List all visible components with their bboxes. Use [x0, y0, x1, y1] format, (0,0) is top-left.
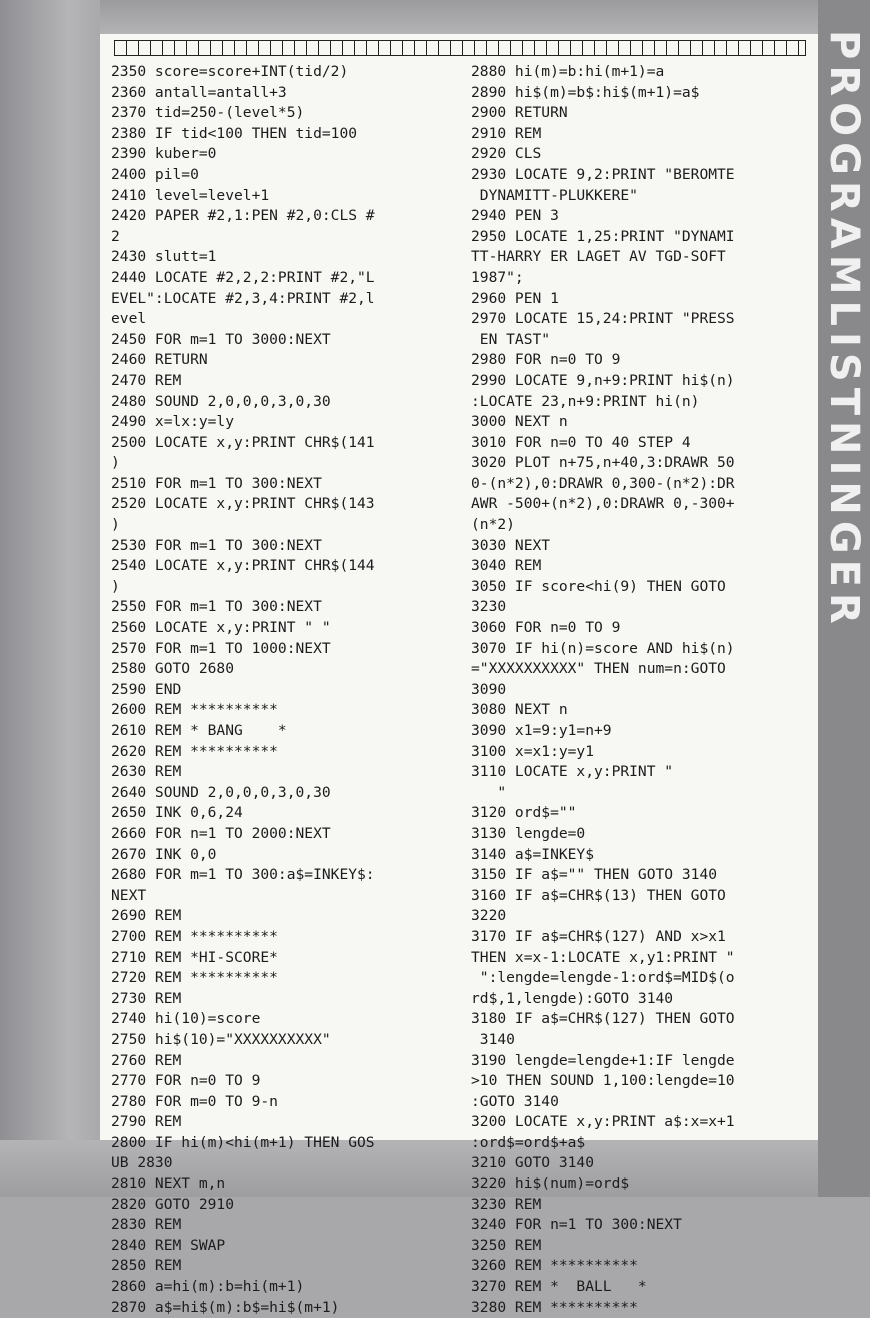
code-line: 3000 NEXT n [471, 413, 568, 431]
code-line: 2680 FOR m=1 TO 300:a$=INKEY$: [111, 866, 375, 884]
code-line: 2900 RETURN [471, 104, 568, 122]
code-line: 2660 FOR n=1 TO 2000:NEXT [111, 824, 331, 842]
code-line: 2760 REM [111, 1051, 182, 1069]
code-line: 3240 FOR n=1 TO 300:NEXT [471, 1216, 682, 1234]
code-line: 2470 REM [111, 371, 182, 389]
code-line: 2850 REM [111, 1257, 182, 1275]
code-line: 3110 LOCATE x,y:PRINT " [471, 763, 674, 781]
code-line: DYNAMITT-PLUKKERE" [471, 186, 638, 204]
code-line: 3190 lengde=lengde+1:IF lengde [471, 1051, 735, 1069]
code-line: 2560 LOCATE x,y:PRINT " " [111, 619, 331, 637]
code-line: 2400 pil=0 [111, 165, 199, 183]
code-line: 2490 x=lx:y=ly [111, 413, 235, 431]
code-line: 2510 FOR m=1 TO 300:NEXT [111, 474, 322, 492]
code-line: 2630 REM [111, 763, 182, 781]
code-line: 2780 FOR m=0 TO 9-n [111, 1092, 278, 1110]
code-line: 2610 REM * BANG * [111, 722, 287, 739]
code-line: 2920 CLS [471, 145, 542, 163]
code-line: 2930 LOCATE 9,2:PRINT "BEROMTE [471, 165, 735, 183]
code-line: 2370 tid=250-(level*5) [111, 104, 305, 122]
header-ruler [114, 40, 806, 56]
code-line: 2860 a=hi(m):b=hi(m+1) [111, 1278, 305, 1296]
code-line: UB 2830 [111, 1154, 173, 1172]
code-line: 3160 IF a$=CHR$(13) THEN GOTO [471, 886, 726, 904]
code-line: 3010 FOR n=0 TO 40 STEP 4 [471, 433, 691, 451]
code-line: 2790 REM [111, 1113, 182, 1131]
code-line: AWR -500+(n*2),0:DRAWR 0,-300+ [471, 495, 735, 513]
code-line: 2650 INK 0,6,24 [111, 804, 243, 822]
code-line: 3230 REM [471, 1195, 542, 1213]
code-line: 2380 IF tid<100 THEN tid=100 [111, 124, 358, 142]
code-line: 2440 LOCATE #2,2,2:PRINT #2,"L [111, 268, 375, 286]
code-line: 2590 END [111, 680, 182, 698]
code-line: 3250 REM [471, 1236, 542, 1254]
code-line: 2620 REM ********** [111, 742, 278, 760]
code-line: 2770 FOR n=0 TO 9 [111, 1072, 261, 1090]
code-line: 2880 hi(m)=b:hi(m+1)=a [471, 63, 665, 80]
code-line: NEXT [111, 886, 147, 904]
code-line: 3260 REM ********** [471, 1257, 638, 1275]
code-line: 3210 GOTO 3140 [471, 1154, 595, 1172]
scan-top-edge [0, 0, 870, 34]
section-title: PROGRAMLISTNINGER [821, 30, 867, 630]
listing-column-left [111, 62, 471, 1318]
code-line: ) [111, 577, 120, 595]
code-line: 3020 PLOT n+75,n+40,3:DRAWR 50 [471, 454, 735, 472]
code-line: 2390 kuber=0 [111, 145, 217, 163]
code-line: EVEL":LOCATE #2,3,4:PRINT #2,l [111, 289, 375, 307]
code-line: ) [111, 516, 120, 534]
code-line: 2450 FOR m=1 TO 3000:NEXT [111, 330, 331, 348]
code-line: rd$,1,lengde):GOTO 3140 [471, 989, 674, 1007]
code-line: 1987"; [471, 268, 524, 286]
code-line: ":lengde=lengde-1:ord$=MID$(o [471, 969, 735, 987]
code-line: 3080 NEXT n [471, 701, 568, 719]
code-line: 3220 hi$(num)=ord$ [471, 1175, 630, 1193]
code-line: 2720 REM ********** [111, 969, 278, 987]
code-line: 2810 NEXT m,n [111, 1175, 226, 1193]
code-line: 3130 lengde=0 [471, 824, 586, 842]
code-line: 2 [111, 227, 120, 245]
code-line: 2570 FOR m=1 TO 1000:NEXT [111, 639, 331, 657]
code-line: 3090 x1=9:y1=n+9 [471, 722, 612, 739]
code-line: 3040 REM [471, 557, 542, 575]
code-line: " [471, 783, 507, 801]
code-line: 2430 slutt=1 [111, 248, 217, 266]
listing-page [100, 34, 818, 1316]
code-line: 2990 LOCATE 9,n+9:PRINT hi$(n) [471, 371, 735, 389]
code-line: 2830 REM [111, 1216, 182, 1234]
code-line: 2970 LOCATE 15,24:PRINT "PRESS [471, 310, 735, 328]
code-line: :ord$=ord$+a$ [471, 1133, 586, 1151]
code-line: 2460 RETURN [111, 351, 208, 369]
code-line: 3070 IF hi(n)=score AND hi$(n) [471, 639, 735, 657]
code-line: 3200 LOCATE x,y:PRINT a$:x=x+1 [471, 1113, 735, 1131]
code-line: 0-(n*2),0:DRAWR 0,300-(n*2):DR [471, 474, 735, 492]
code-line: 2540 LOCATE x,y:PRINT CHR$(144 [111, 557, 375, 575]
code-line: 3090 [471, 680, 507, 698]
code-line: 2410 level=level+1 [111, 186, 270, 204]
code-line: 2530 FOR m=1 TO 300:NEXT [111, 536, 322, 554]
code-line: 3060 FOR n=0 TO 9 [471, 619, 621, 637]
listing-column-right [471, 62, 816, 1318]
code-line: 2800 IF hi(m)<hi(m+1) THEN GOS [111, 1133, 375, 1151]
code-line: 2600 REM ********** [111, 701, 278, 719]
code-line: 3140 [471, 1030, 515, 1048]
code-line: TT-HARRY ER LAGET AV TGD-SOFT [471, 248, 726, 266]
code-line: 2910 REM [471, 124, 542, 142]
code-line: 2690 REM [111, 907, 182, 925]
code-line: 2640 SOUND 2,0,0,0,3,0,30 [111, 783, 331, 801]
code-line: 2840 REM SWAP [111, 1236, 226, 1254]
scan-left-edge [0, 0, 100, 1197]
code-line: 2500 LOCATE x,y:PRINT CHR$(141 [111, 433, 375, 451]
code-line: 2700 REM ********** [111, 927, 278, 945]
code-line: 2350 score=score+INT(tid/2) [111, 63, 349, 80]
code-line: evel [111, 310, 147, 328]
code-line: 3100 x=x1:y=y1 [471, 742, 595, 760]
code-line: 3180 IF a$=CHR$(127) THEN GOTO [471, 1010, 735, 1028]
code-line: 3270 REM * BALL * [471, 1278, 647, 1296]
code-line: 2980 FOR n=0 TO 9 [471, 351, 621, 369]
code-line: 2550 FOR m=1 TO 300:NEXT [111, 598, 322, 616]
code-line: 2740 hi(10)=score [111, 1010, 261, 1028]
code-line: ="XXXXXXXXXX" THEN num=n:GOTO [471, 660, 726, 678]
code-line: 2360 antall=antall+3 [111, 83, 287, 101]
code-line: 3150 IF a$="" THEN GOTO 3140 [471, 866, 718, 884]
code-line: 2890 hi$(m)=b$:hi$(m+1)=a$ [471, 83, 700, 101]
code-line: 2520 LOCATE x,y:PRINT CHR$(143 [111, 495, 375, 513]
code-line: 3120 ord$="" [471, 804, 577, 822]
code-line: THEN x=x-1:LOCATE x,y1:PRINT " [471, 948, 735, 966]
code-line: :LOCATE 23,n+9:PRINT hi(n) [471, 392, 700, 410]
code-line: 3230 [471, 598, 507, 616]
code-line: 3030 NEXT [471, 536, 551, 554]
code-line: 2580 GOTO 2680 [111, 660, 235, 678]
code-line: 2750 hi$(10)="XXXXXXXXXX" [111, 1030, 331, 1048]
code-line: 3220 [471, 907, 507, 925]
code-line: EN TAST" [471, 330, 551, 348]
code-line: :GOTO 3140 [471, 1092, 559, 1110]
code-line: 2950 LOCATE 1,25:PRINT "DYNAMI [471, 227, 735, 245]
code-line: 2710 REM *HI-SCORE* [111, 948, 278, 966]
code-line: >10 THEN SOUND 1,100:lengde=10 [471, 1072, 735, 1090]
code-line: 2820 GOTO 2910 [111, 1195, 235, 1213]
code-line: 2480 SOUND 2,0,0,0,3,0,30 [111, 392, 331, 410]
code-line: ) [111, 454, 120, 472]
code-line: 3050 IF score<hi(9) THEN GOTO [471, 577, 726, 595]
code-line: 2670 INK 0,0 [111, 845, 217, 863]
code-line: 3170 IF a$=CHR$(127) AND x>x1 [471, 927, 726, 945]
code-line: 2940 PEN 3 [471, 207, 559, 225]
code-line: 2730 REM [111, 989, 182, 1007]
code-line: (n*2) [471, 516, 515, 534]
code-line: 2420 PAPER #2,1:PEN #2,0:CLS # [111, 207, 375, 225]
code-line: 2870 a$=hi$(m):b$=hi$(m+1) [111, 1298, 340, 1316]
code-line: 2960 PEN 1 [471, 289, 559, 307]
code-line: 3280 REM ********** [471, 1298, 638, 1316]
code-line: 3140 a$=INKEY$ [471, 845, 595, 863]
